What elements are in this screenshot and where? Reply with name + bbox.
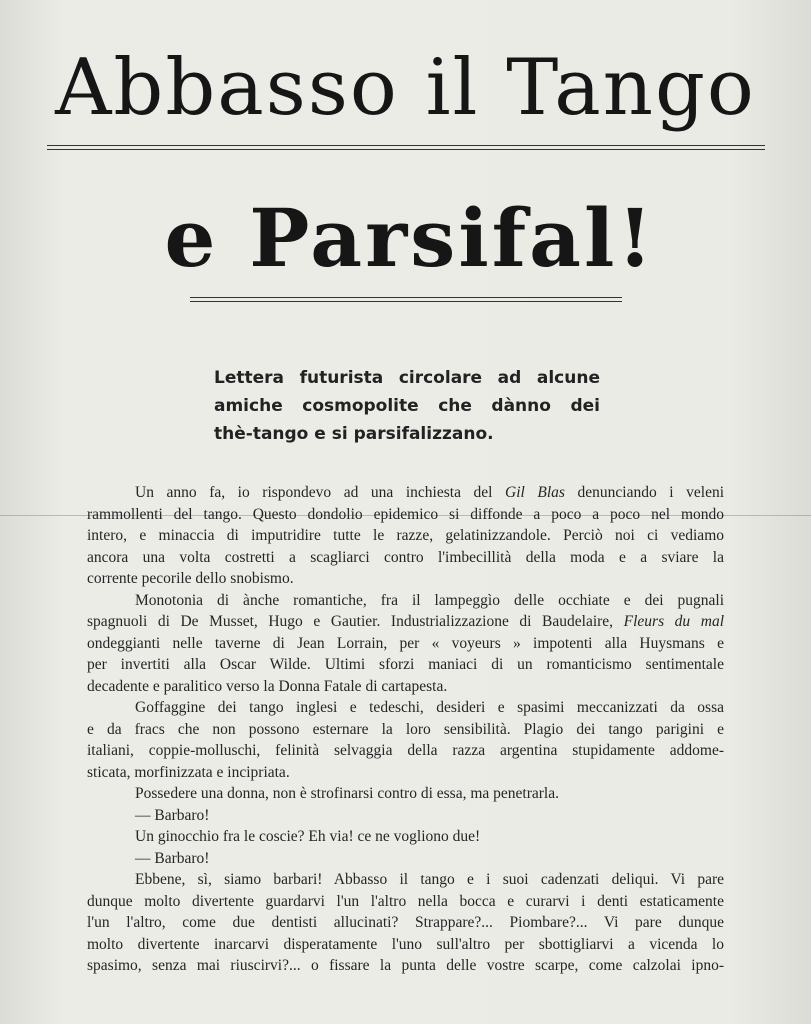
text-line	[87, 633, 724, 655]
text-segment: sticata, morfinizzata e incipriata.	[87, 763, 290, 781]
text-line	[87, 762, 724, 784]
text-line	[87, 805, 724, 827]
text-line	[87, 848, 724, 870]
text-line	[87, 869, 724, 891]
subtitle-line: Lettera futurista circolare ad alcune	[214, 368, 600, 388]
text-line	[87, 697, 724, 719]
text-segment: rammollenti del tango. Questo dondolio epidemico si diffonde a poco a poco nel mondo	[87, 505, 724, 523]
text-line	[87, 504, 724, 526]
text-segment: italiani, coppie-molluschi, felinità selvaggia della razza argentina stupidamente addome-	[87, 742, 724, 759]
text-line	[87, 568, 724, 590]
text-segment: denunciando i veleni	[564, 484, 725, 501]
subtitle-line: thè-tango e si parsifalizzano.	[214, 424, 494, 444]
italic-title-text: Fleurs du mal	[623, 613, 725, 630]
text-segment: spagnuoli di De Musset, Hugo e Gautier. Industrializzazione di Baudelaire,	[87, 613, 624, 630]
italic-title-text: Gil Blas	[505, 484, 565, 501]
text-segment: — Barbaro!	[135, 849, 210, 867]
text-segment: Monotonia di ànche romantiche, fra il lampeggìo delle occhiate e dei pugnali	[135, 591, 724, 609]
text-segment: Goffaggine dei tango inglesi e tedeschi, desideri e spasimi meccanizzati da ossa	[135, 699, 724, 716]
double-rule-divider	[190, 297, 622, 302]
text-line	[87, 547, 724, 569]
text-line	[87, 740, 724, 762]
text-segment: dunque molto divertente guardarvi l'un l'altro nella bocca e curarvi i denti estaticamente	[87, 892, 724, 910]
subtitle-line: amiche cosmopolite che dànno dei	[214, 396, 600, 416]
text-segment: ondeggianti nelle taverne di Jean Lorrain, per « voyeurs » impotenti alla Huysmans e	[87, 634, 724, 652]
text-segment: — Barbaro!	[135, 806, 210, 824]
body-text	[87, 482, 724, 977]
text-segment: l'un l'altro, come due dentisti allucinati? Strappare?... Piombare?... Vi pare dunque	[87, 914, 724, 931]
text-segment: e da fracs che non possono esternare la loro sensibilità. Plagio dei tango parigini e	[87, 720, 724, 738]
text-line	[87, 482, 724, 504]
text-segment: decadente e paralitico verso la Donna Fatale di cartapesta.	[87, 677, 448, 695]
text-line	[87, 912, 724, 934]
text-segment: ancora una volta costretti a scagliarci contro l'imbecillità della moda e a sviare la	[87, 548, 724, 566]
text-segment: corrente pecorile dello snobismo.	[87, 570, 294, 587]
text-line	[87, 934, 724, 956]
text-segment: molto divertente inarcarvi disperatamente l'uno sull'altro per sbottigliarvi a vicenda lo	[87, 935, 724, 953]
text-line	[87, 525, 724, 547]
text-line	[87, 611, 724, 633]
double-rule-divider	[47, 145, 765, 150]
text-segment: Un anno fa, io rispondevo ad una inchiesta del	[135, 484, 506, 501]
text-segment: intero, e minaccia di imputridire tutte le razze, gelatinizzandole. Perciò noi ci vediamo	[87, 527, 724, 544]
text-segment: Ebbene, sì, siamo barbari! Abbasso il tango e i suoi cadenzati deliqui. Vi pare	[135, 871, 724, 888]
text-segment: spasimo, senza mai riuscirvi?... o fissare la punta delle vostre scarpe, come calzolai ipno-	[87, 957, 724, 974]
text-segment: per invertiti alla Oscar Wilde. Ultimi sforzi maniaci di un romanticismo sentimentale	[87, 656, 724, 673]
title-line-1: Abbasso il Tango	[55, 43, 756, 133]
subtitle	[214, 364, 600, 448]
title-line-2: e Parsifal!	[164, 191, 656, 285]
text-line	[87, 590, 724, 612]
text-line	[87, 783, 724, 805]
text-line	[87, 826, 724, 848]
text-line	[87, 654, 724, 676]
text-line	[87, 719, 724, 741]
text-segment: Un ginocchio fra le coscie? Eh via! ce ne vogliono due!	[135, 828, 481, 845]
text-line	[87, 955, 724, 977]
text-line	[87, 676, 724, 698]
text-segment: Possedere una donna, non è strofinarsi contro di essa, ma penetrarla.	[135, 785, 559, 802]
text-line	[87, 891, 724, 913]
